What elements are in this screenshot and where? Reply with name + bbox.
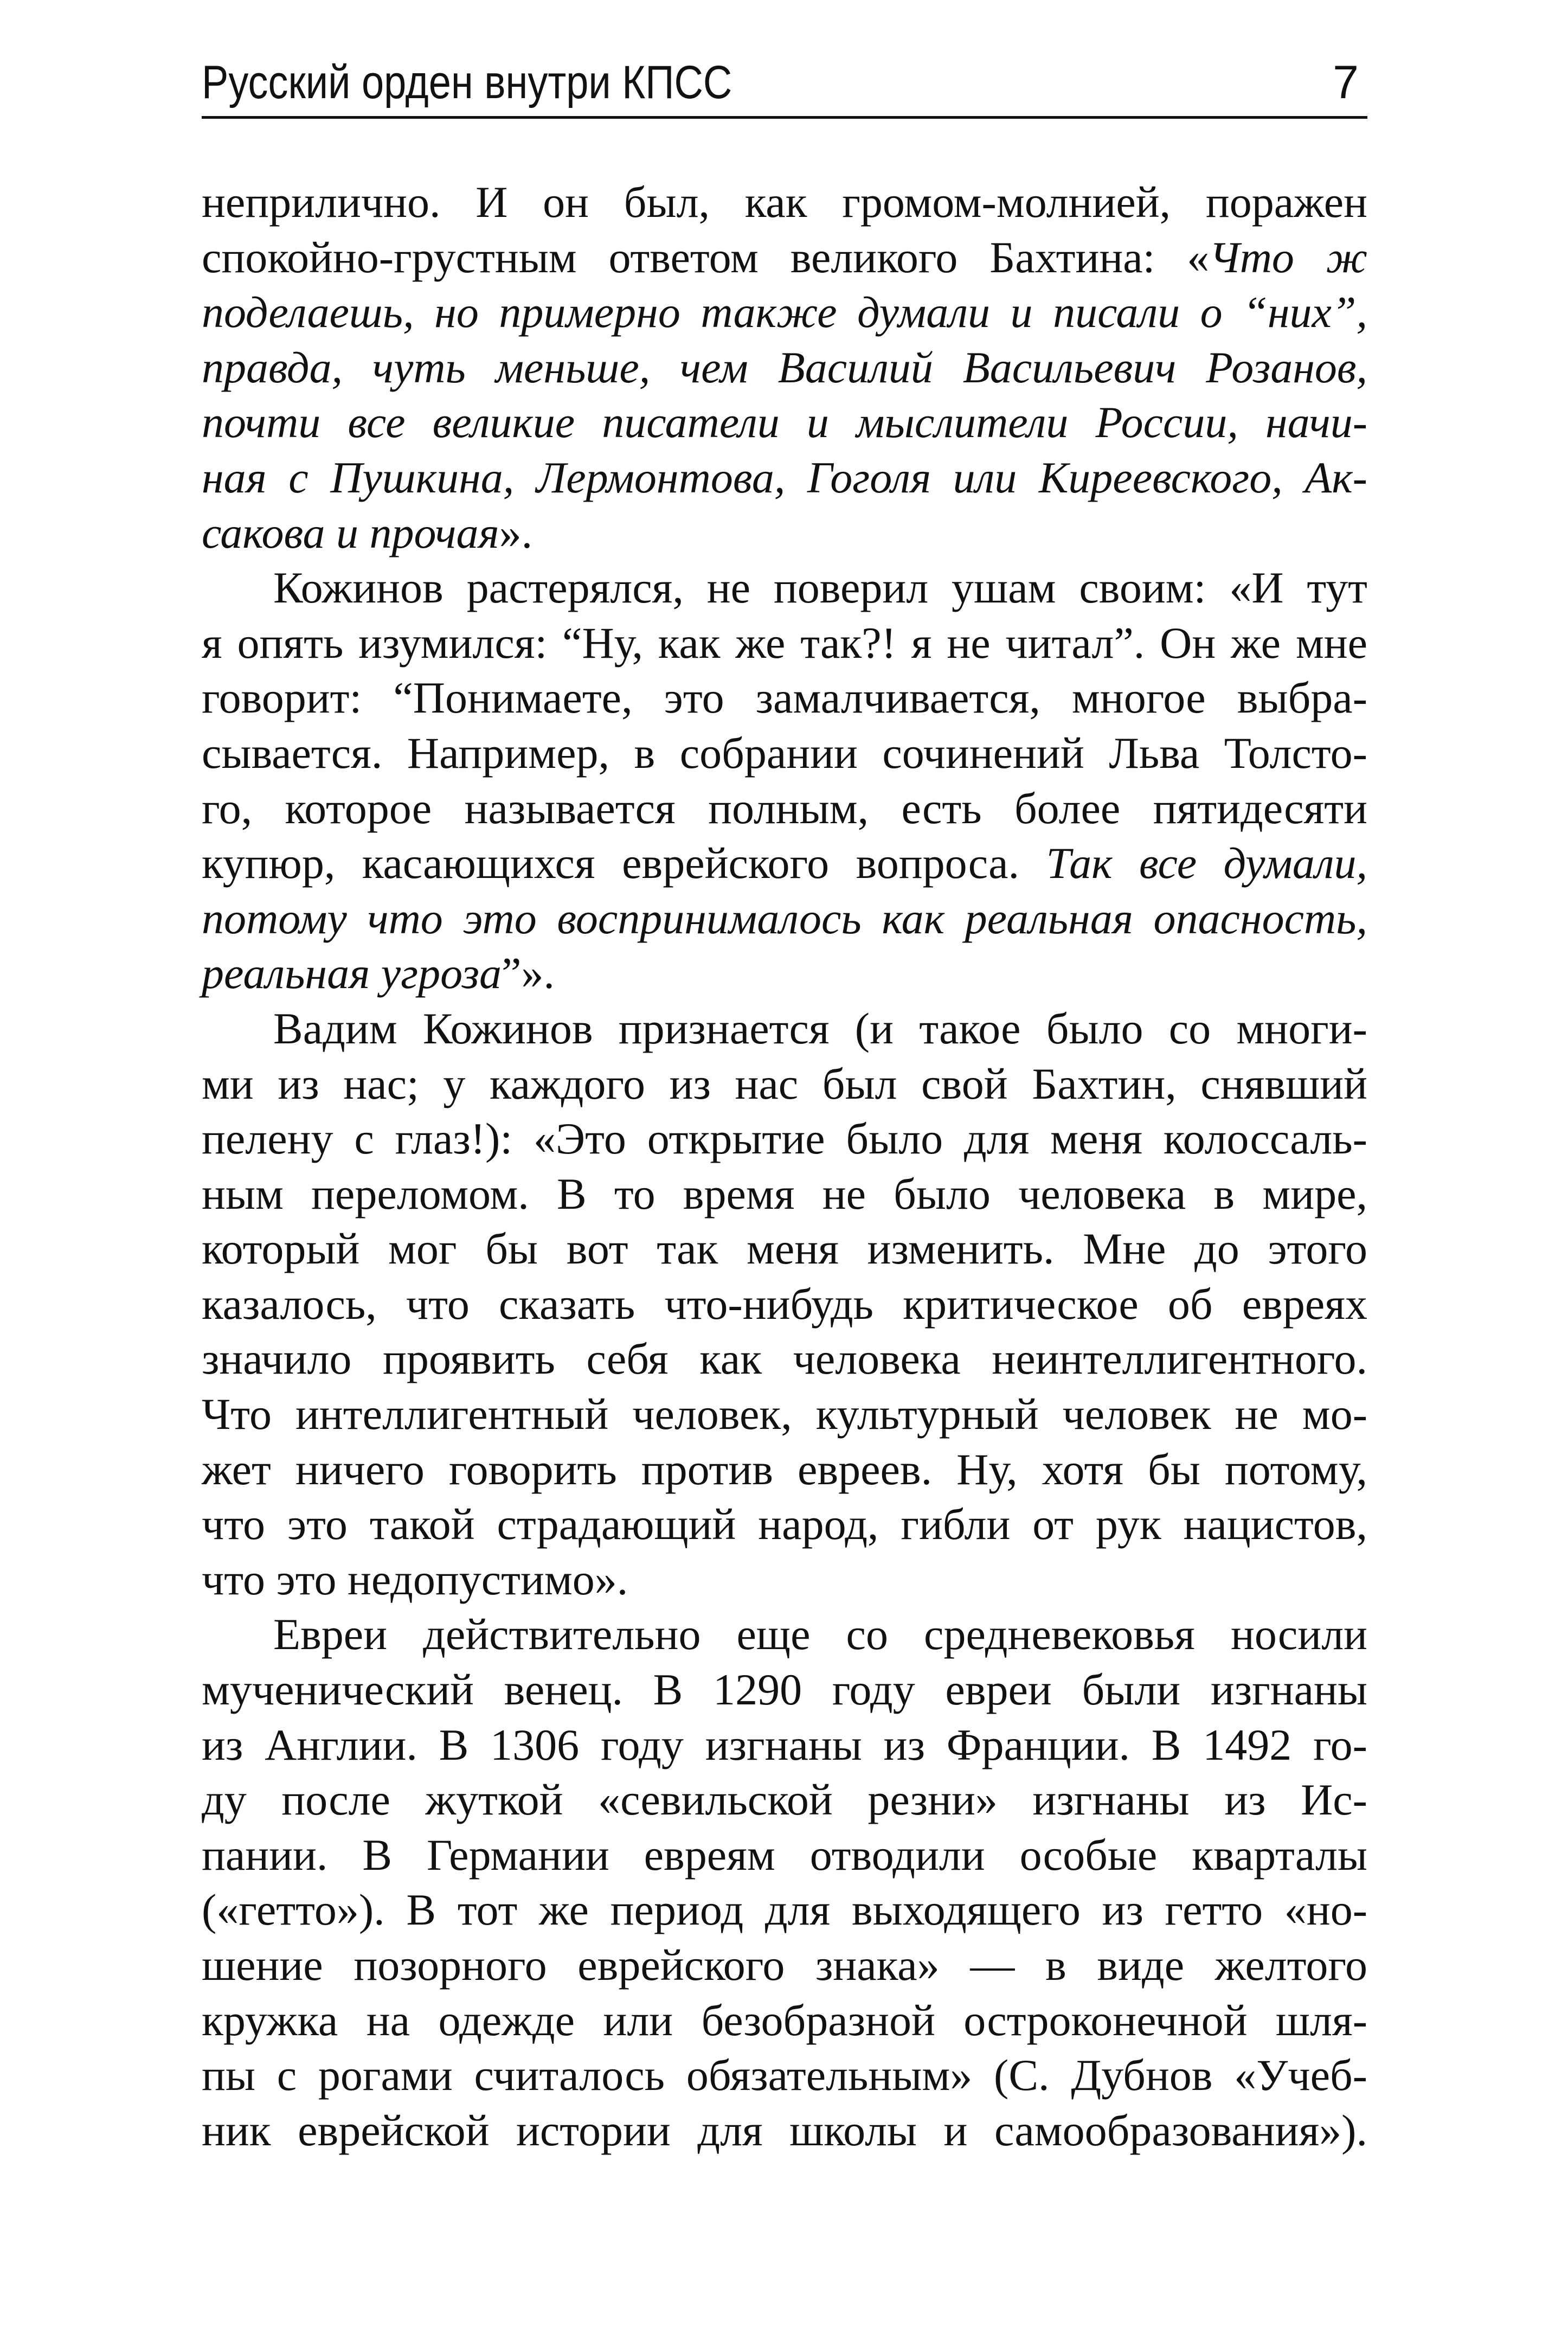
text-segment: пелену с глаз!): «Это открытие было для меня колоссаль- (202, 1114, 1367, 1164)
text-line (202, 1993, 1367, 2048)
text-segment: спокойно-грустным ответом великого Бахтина: « (202, 232, 1210, 282)
text-segment: который мог бы вот так меня изменить. Мне до этого (202, 1224, 1367, 1274)
text-line (202, 1772, 1367, 1827)
text-segment: что это недопустимо». (202, 1554, 628, 1604)
text-line (202, 1717, 1367, 1773)
running-title: Русский орден внутри КПСС (202, 56, 732, 108)
text-segment: ми из нас; у каждого из нас был свой Бахтин, снявший (202, 1059, 1367, 1108)
text-segment: («гетто»). В тот же период для выходящего из гетто «но- (202, 1885, 1367, 1935)
text-line (202, 781, 1367, 836)
text-segment: ду после жуткой «севильской резни» изгнаны из Ис- (202, 1775, 1367, 1825)
text-segment: пании. В Германии евреям отводили особые кварталы (202, 1830, 1367, 1880)
text-line (202, 2048, 1367, 2103)
text-segment: значило проявить себя как человека неинтеллигентного. (202, 1334, 1367, 1384)
text-line (202, 726, 1367, 781)
text-line (202, 1056, 1367, 1112)
italic-quote-segment: ная с Пушкина, Лермонтова, Гоголя или Киреевского, Ак- (202, 452, 1367, 502)
italic-quote-segment: почти все великие писатели и мыслители России, начи- (202, 397, 1367, 447)
text-segment: Вадим Кожинов признается (и такое было со многи- (273, 1003, 1367, 1053)
italic-quote-segment: правда, чуть меньше, чем Василий Васильевич Розанов, (202, 342, 1367, 392)
text-line (202, 670, 1367, 726)
text-line (202, 450, 1367, 505)
text-line (202, 340, 1367, 395)
text-line (202, 1497, 1367, 1552)
text-line (202, 1607, 1367, 1662)
text-line (202, 1552, 1367, 1607)
body-text (202, 175, 1367, 2158)
text-line (202, 175, 1367, 230)
text-segment: шение позорного еврейского знака» — в виде желтого (202, 1940, 1367, 1990)
text-line (202, 1221, 1367, 1277)
text-segment: мученический венец. В 1290 году евреи были изгнаны (202, 1665, 1367, 1715)
text-line (202, 1111, 1367, 1166)
text-segment: пы с рогами считалось обязательным» (С. Дубнов «Учеб- (202, 2050, 1367, 2100)
page-number: 7 (1333, 56, 1359, 108)
text-line (202, 1827, 1367, 1883)
italic-quote-segment: потому что это воспринималось как реальная опасность, (202, 893, 1367, 943)
text-segment: говорит: “Понимаете, это замалчивается, многое выбра- (202, 673, 1367, 723)
text-line (202, 395, 1367, 450)
header-rule (202, 116, 1367, 119)
text-segment: Что интеллигентный человек, культурный человек не мо- (202, 1389, 1367, 1439)
text-segment: неприлично. И он был, как громом-молнией, поражен (202, 177, 1367, 227)
text-line (202, 285, 1367, 340)
text-line (202, 1387, 1367, 1442)
text-segment: Евреи действительно еще со средневековья носили (273, 1609, 1367, 1659)
text-segment: я опять изумился: “Ну, как же так?! я не читал”. Он же мне (202, 618, 1367, 668)
text-segment: ». (499, 508, 533, 557)
text-segment: кружка на одежде или безобразной остроконечной шля- (202, 1995, 1367, 2045)
text-line (202, 1331, 1367, 1387)
text-line (202, 505, 1367, 561)
text-line (202, 1882, 1367, 1938)
running-header (202, 50, 1367, 115)
text-line (202, 230, 1367, 285)
text-segment: ным переломом. В то время не было человека в мире, (202, 1169, 1367, 1219)
text-segment: казалось, что сказать что-нибудь критическое об евреях (202, 1279, 1367, 1329)
text-line (202, 1442, 1367, 1497)
text-line (202, 1662, 1367, 1717)
text-segment: ”». (501, 948, 555, 998)
text-segment: ник еврейской истории для школы и самообразования»). (202, 2105, 1367, 2155)
text-segment: Кожинов растерялся, не поверил ушам своим: «И тут (273, 563, 1367, 613)
italic-quote-segment: реальная угроза (202, 948, 502, 998)
italic-quote-segment: Что ж (1209, 232, 1367, 282)
text-line (202, 615, 1367, 671)
text-line (202, 836, 1367, 891)
text-segment: сывается. Например, в собрании сочинений Льва Толсто- (202, 728, 1367, 778)
text-line (202, 1938, 1367, 1993)
text-line (202, 891, 1367, 946)
italic-quote-segment: поделаешь, но примерно также думали и писали о “них”, (202, 287, 1367, 337)
text-segment: из Англии. В 1306 году изгнаны из Франции. В 1492 го- (202, 1720, 1367, 1769)
italic-quote-segment: Так все думали, (1046, 838, 1367, 888)
text-line (202, 946, 1367, 1001)
text-line (202, 1166, 1367, 1222)
text-segment: го, которое называется полным, есть более пятидесяти (202, 783, 1367, 833)
text-segment: купюр, касающихся еврейского вопроса. (202, 838, 1046, 888)
text-segment: что это такой страдающий народ, гибли от рук нацистов, (202, 1499, 1367, 1549)
text-line (202, 560, 1367, 615)
text-line (202, 2103, 1367, 2158)
text-segment: жет ничего говорить против евреев. Ну, хотя бы потому, (202, 1444, 1367, 1494)
text-line (202, 1001, 1367, 1056)
text-line (202, 1277, 1367, 1332)
italic-quote-segment: сакова и прочая (202, 508, 499, 557)
